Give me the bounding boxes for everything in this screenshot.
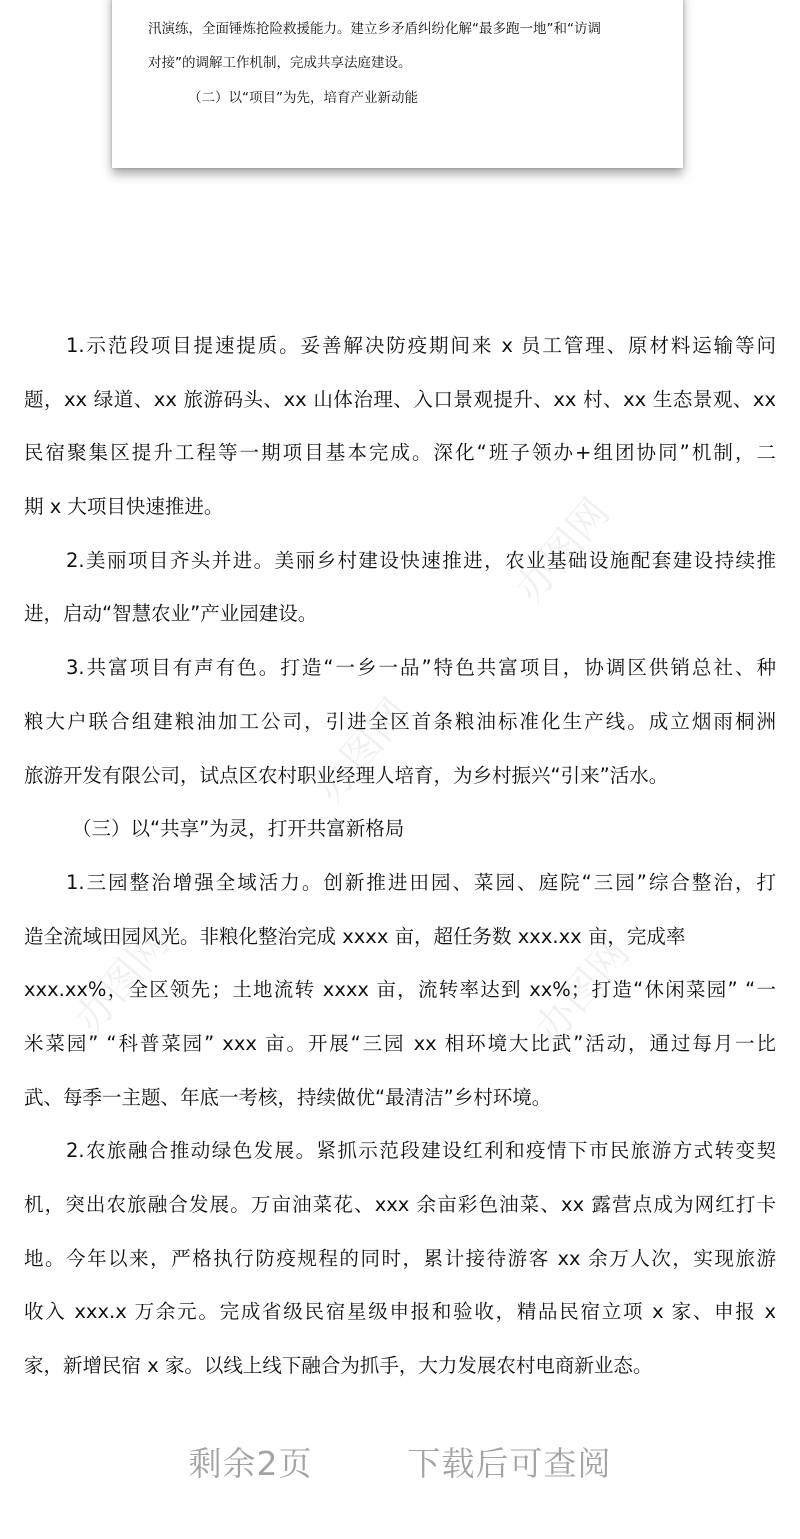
body-line: 米菜园” “科普菜园” xxx 亩。开展“三园 xx 相环境大比武”活动，通过每月一比 [24, 1031, 776, 1055]
section-heading: （三）以“共享”为灵，打开共富新格局 [72, 817, 405, 841]
remaining-pages-label: 剩余2页 [188, 1444, 313, 1483]
body-line: 1.三园整治增强全域活力。创新推进田园、菜园、庭院“三园”综合整治，打 [66, 870, 776, 894]
body-line: 造全流域田园风光。非粮化整治完成 xxxx 亩，超任务数 xxx.xx 亩，完成率 [24, 924, 686, 948]
card-line: 汛演练，全面锤炼抢险救援能力。建立乡矛盾纠纷化解“最多跑一地”和“访调 [148, 21, 601, 37]
body-line: 地。今年以来，严格执行防疫规程的同时，累计接待游客 xx 余万人次，实现旅游 [24, 1246, 776, 1270]
download-prompt[interactable] [0, 1438, 800, 1485]
document-body [24, 330, 776, 1404]
body-line: 期 x 大项目快速推进。 [24, 495, 224, 519]
preview-page-card [112, 0, 683, 168]
watermark: 办图网 [506, 490, 619, 612]
card-line: 对接”的调解工作机制，完成共享法庭建设。 [148, 55, 412, 71]
watermark: 办图网 [526, 930, 639, 1052]
body-line: 粮大户联合组建粮油加工公司，引进全区首条粮油标准化生产线。成立烟雨桐洲 [24, 709, 776, 733]
body-line: 3.共富项目有声有色。打造“一乡一品”特色共富项目，协调区供销总社、种 [66, 656, 776, 680]
download-hint-label[interactable]: 下载后可查阅 [407, 1444, 612, 1483]
body-line: 武、每季一主题、年底一考核，持续做优“最清洁”乡村环境。 [24, 1085, 552, 1109]
body-line: 民宿聚集区提升工程等一期项目基本完成。深化“班子领办+组团协同”机制，二 [24, 441, 776, 465]
body-line: 2.美丽项目齐头并进。美丽乡村建设快速推进，农业基础设施配套建设持续推 [66, 548, 776, 572]
card-heading: （二）以“项目”为先，培育产业新动能 [188, 90, 418, 106]
body-line: 2.农旅融合推动绿色发展。紧抓示范段建设红利和疫情下市民旅游方式转变契 [66, 1139, 776, 1163]
watermark: 办图网 [306, 690, 419, 812]
body-line: 进，启动“智慧农业”产业园建设。 [24, 602, 318, 626]
body-line: 家，新增民宿 x 家。以线上线下融合为抓手，大力发展农村电商新业态。 [24, 1354, 653, 1378]
body-line: 收入 xxx.x 万余元。完成省级民宿星级申报和验收，精品民宿立项 x 家、申报 x [24, 1300, 776, 1324]
body-line: xxx.xx%，全区领先；土地流转 xxxx 亩，流转率达到 xx%；打造“休闲菜园” “一 [24, 978, 776, 1002]
watermark: 办图网 [66, 920, 179, 1042]
body-line: 1.示范段项目提速提质。妥善解决防疫期间来 x 员工管理、原材料运输等问 [66, 334, 776, 357]
body-line: 旅游开发有限公司，试点区农村职业经理人培育，为乡村振兴“引来”活水。 [24, 763, 669, 787]
body-line: 机，突出农旅融合发展。万亩油菜花、xxx 余亩彩色油菜、xx 露营点成为网红打卡 [24, 1193, 776, 1216]
body-line: 题，xx 绿道、xx 旅游码头、xx 山体治理、入口景观提升、xx 村、xx 生态景观、xx [24, 387, 776, 411]
